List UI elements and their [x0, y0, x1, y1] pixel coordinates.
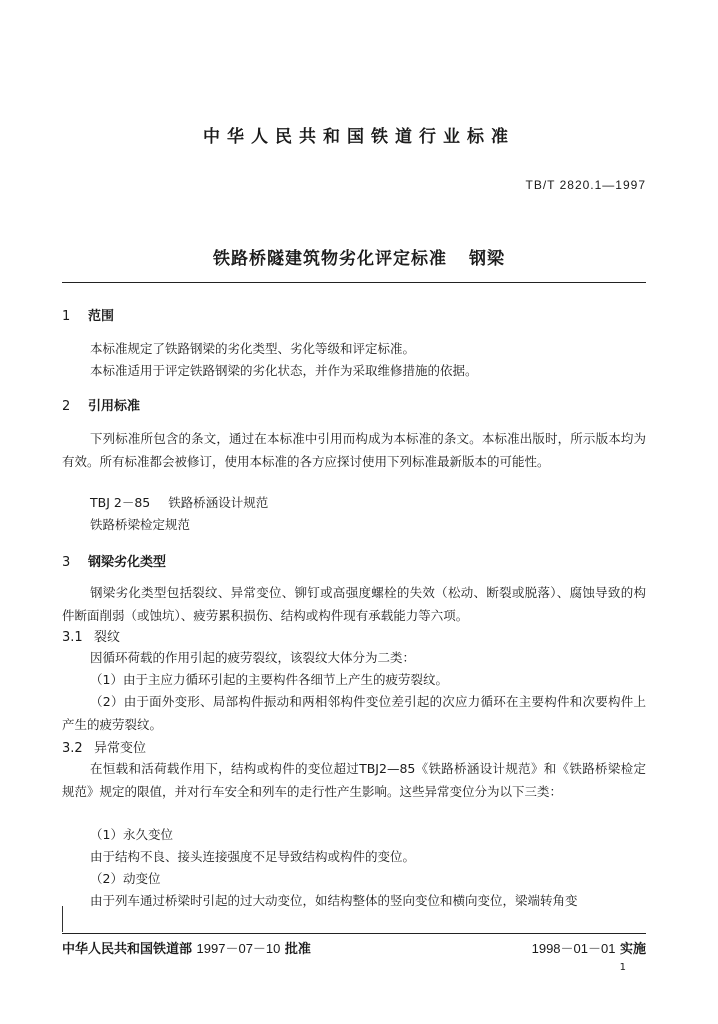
section-3-1-item-1: （1）由于主应力循环引起的主要构件各细节上产生的疲劳裂纹。	[90, 672, 448, 687]
subsection-number: 3.1	[62, 630, 83, 645]
section-3-2-item-1-desc: 由于结构不良、接头连接强度不足导致结构或构件的变位。	[90, 849, 416, 864]
section-1-para-2: 本标准适用于评定铁路钢梁的劣化状态，并作为采取维修措施的依据。	[90, 363, 478, 378]
margin-mark	[62, 906, 63, 932]
org-title: 中华人民共和国铁道行业标准	[203, 127, 515, 147]
implementation-label: 实施	[619, 942, 646, 957]
reference-code: TBJ 2－85	[90, 495, 151, 510]
section-3-1-para-1: 因循环荷载的作用引起的疲劳裂纹，该裂纹大体分为二类：	[90, 650, 416, 665]
section-3-2-item-2-desc: 由于列车通过桥梁时引起的过大动变位，如结构整体的竖向变位和横向变位，梁端转角变	[90, 893, 578, 908]
section-3-1-heading	[62, 626, 120, 645]
section-1-heading	[62, 305, 114, 324]
issuer: 中华人民共和国铁道部	[62, 942, 193, 957]
issuer-line	[62, 938, 311, 957]
section-3-2-item-2: （2）动变位	[90, 871, 161, 886]
section-1-para-1: 本标准规定了铁路钢梁的劣化类型、劣化等级和评定标准。	[90, 341, 416, 356]
section-3-heading	[62, 551, 166, 570]
document-title-sub: 钢梁	[469, 249, 505, 269]
standard-code: TB/T 2820.1—1997	[525, 178, 646, 192]
implementation-date: 1998－01－01	[531, 941, 616, 956]
section-number: 1	[62, 309, 71, 324]
section-3-2-para-1: 在恒载和活荷载作用下，结构或构件的变位超过TBJ2—85《铁路桥涵设计规范》和《铁路桥梁检定规范》规定的限值，并对行车安全和列车的走行性产生影响。这些异常变位分为以下三类：	[62, 761, 646, 799]
subsection-title: 异常变位	[94, 741, 147, 756]
section-title: 范围	[88, 309, 115, 324]
section-title: 钢梁劣化类型	[88, 555, 167, 570]
reference-2: 铁路桥梁检定规范	[90, 517, 191, 532]
subsection-number: 3.2	[62, 741, 83, 756]
title-divider	[62, 282, 646, 283]
document-title-main: 铁路桥隧建筑物劣化评定标准	[213, 249, 447, 269]
section-number: 2	[62, 399, 71, 414]
section-3-para-1: 钢梁劣化类型包括裂纹、异常变位、铆钉或高强度螺栓的失效（松动、断裂或脱落）、腐蚀导致的构件断面削弱（或蚀坑）、疲劳累积损伤、结构或构件现有承载能力等六项。	[62, 585, 646, 623]
footer-divider	[62, 933, 646, 934]
section-2-para-1: 下列标准所包含的条文，通过在本标准中引用而构成为本标准的条文。本标准出版时，所示版本均为有效。所有标准都会被修订，使用本标准的各方应探讨使用下列标准最新版本的可能性。	[62, 431, 646, 469]
implementation-line	[532, 938, 646, 957]
issue-label: 批准	[284, 942, 311, 957]
reference-title: 铁路桥涵设计规范	[168, 495, 269, 510]
section-3-2-item-1: （1）永久变位	[90, 827, 173, 842]
reference-1	[90, 493, 268, 511]
section-number: 3	[62, 555, 71, 570]
page-number: 1	[619, 962, 626, 973]
issue-date: 1997－07－10	[196, 941, 281, 956]
subsection-title: 裂纹	[94, 630, 121, 645]
document-title	[0, 244, 718, 269]
section-3-1-item-2: （2）由于面外变形、局部构件振动和两相邻构件变位差引起的次应力循环在主要构件和次要构件上产生的疲劳裂纹。	[62, 694, 646, 732]
section-3-2-heading	[62, 737, 146, 756]
section-title: 引用标准	[88, 399, 141, 414]
section-2-heading	[62, 395, 140, 414]
